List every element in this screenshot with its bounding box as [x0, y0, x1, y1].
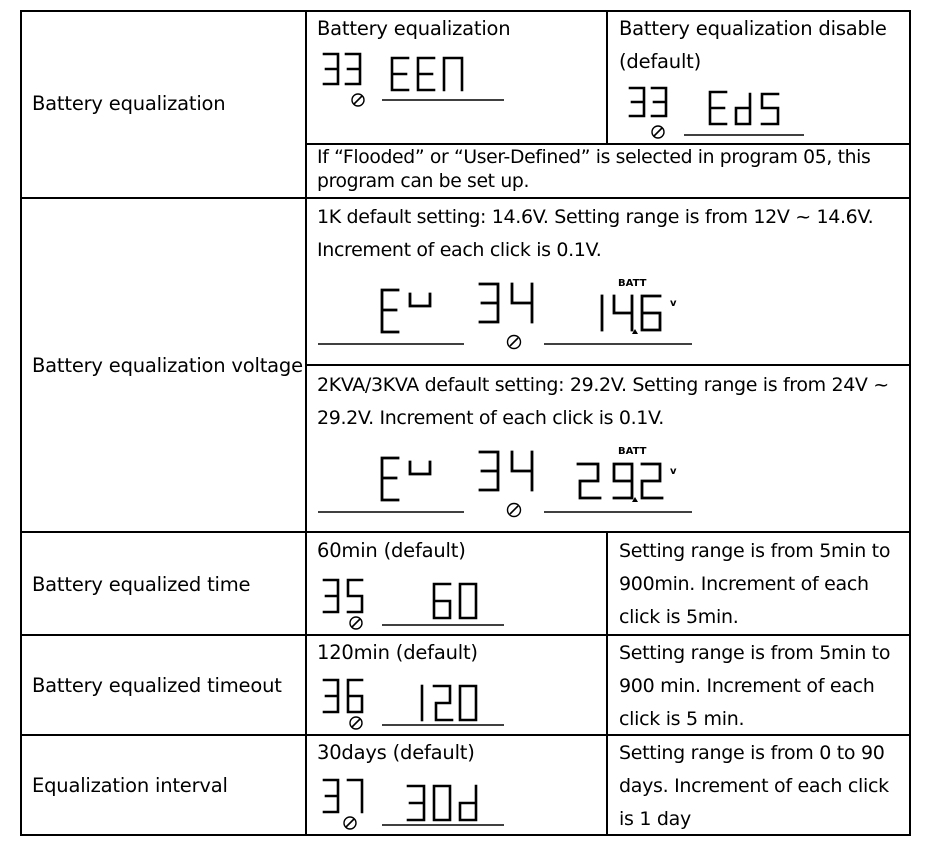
option-title-60min: 60min (default)	[317, 539, 466, 562]
desc-line: click is 5 min.	[619, 708, 745, 730]
column-divider	[606, 10, 608, 144]
row-label-equalization-interval: Equalization interval	[32, 774, 228, 797]
option-title-120min: 120min (default)	[317, 641, 478, 664]
lcd-digit-3	[480, 284, 498, 322]
lcd-char-E	[418, 58, 434, 90]
lcd-digit-4	[512, 284, 532, 322]
lcd-char-E	[710, 92, 726, 124]
lcd-char-u	[410, 462, 430, 474]
lcd-char-S	[762, 94, 778, 124]
voltage-3kva-line-1: 2KVA/3KVA default setting: 29.2V. Setting range is from 24V ~	[317, 374, 889, 396]
lcd-char-d	[736, 94, 750, 124]
lcd-display-33-eds	[622, 86, 812, 144]
wrench-icon	[508, 336, 521, 349]
column-divider	[606, 531, 608, 836]
lcd-digit-3	[652, 88, 666, 116]
lcd-digit-3	[324, 580, 338, 612]
lcd-display-37-30d	[318, 772, 508, 834]
batt-label: BATT	[618, 278, 647, 289]
lcd-digit-9	[614, 464, 632, 498]
desc-line: days. Increment of each click	[619, 775, 889, 797]
option-title-30days: 30days (default)	[317, 741, 475, 764]
volt-unit-label: v	[670, 466, 677, 477]
lcd-char-E	[382, 290, 398, 332]
volt-unit-label: v	[670, 298, 677, 309]
column-divider	[305, 10, 307, 836]
lcd-char-N	[444, 58, 462, 90]
row-divider	[20, 531, 911, 533]
row-divider	[305, 364, 911, 366]
wrench-icon	[508, 504, 521, 517]
voltage-3kva-line-2: 29.2V. Increment of each click is 0.1V.	[317, 407, 664, 429]
lcd-char-E	[382, 458, 398, 500]
lcd-digit-3	[324, 680, 338, 712]
table-border-left	[20, 10, 22, 836]
table-border-bottom	[20, 834, 911, 836]
lcd-digit-6	[434, 584, 450, 618]
table-border-right	[909, 10, 911, 836]
lcd-digit-2	[578, 464, 600, 498]
voltage-1k-line-1: 1K default setting: 14.6V. Setting range is from 12V ~ 14.6V.	[317, 206, 874, 228]
desc-line: Setting range is from 5min to	[619, 642, 891, 664]
wrench-icon	[352, 94, 364, 106]
row-label-battery-equalized-time: Battery equalized time	[32, 573, 251, 596]
voltage-1k-line-2: Increment of each click is 0.1V.	[317, 239, 602, 261]
lcd-char-u	[410, 294, 430, 306]
row-divider	[20, 634, 911, 636]
lcd-char-E	[392, 58, 408, 90]
lcd-display-34-29-2	[312, 440, 712, 524]
lcd-digit-6	[348, 680, 362, 712]
lcd-digit-4	[512, 452, 532, 490]
table-border-top	[20, 10, 911, 12]
wrench-icon	[344, 817, 356, 829]
lcd-digit-2	[642, 464, 662, 498]
wrench-icon	[652, 126, 664, 138]
lcd-digit-3	[408, 786, 424, 820]
row-divider	[20, 734, 911, 736]
row-label-battery-equalization: Battery equalization	[32, 92, 226, 115]
note-line-2: program can be set up.	[317, 171, 530, 192]
desc-line: Setting range is from 5min to	[619, 540, 891, 562]
row-label-battery-equalization-voltage: Battery equalization voltage	[32, 354, 303, 377]
option-title-enable: Battery equalization	[317, 17, 511, 40]
wrench-icon	[350, 717, 362, 729]
desc-line: 900 min. Increment of each	[619, 675, 875, 697]
lcd-display-35-60	[318, 570, 508, 632]
lcd-digit-2	[434, 686, 452, 720]
option-title-disable: Battery equalization disable	[619, 17, 887, 40]
lcd-digit-4	[614, 296, 632, 330]
desc-line: click is 5min.	[619, 606, 739, 628]
wrench-icon	[350, 617, 362, 629]
note-line-1: If “Flooded” or “User-Defined” is selected in program 05, this	[317, 147, 871, 168]
lcd-display-33-een	[318, 48, 508, 112]
lcd-digit-3	[324, 54, 338, 84]
desc-line: Setting range is from 0 to 90	[619, 742, 885, 764]
lcd-display-36-120	[318, 672, 508, 734]
lcd-display-34-14-6	[312, 272, 712, 356]
lcd-digit-7	[348, 780, 362, 812]
lcd-digit-3	[480, 452, 498, 490]
desc-line: 900min. Increment of each	[619, 573, 869, 595]
lcd-digit-3	[346, 54, 360, 84]
row-divider	[20, 197, 911, 199]
lcd-digit-5	[348, 580, 362, 612]
row-label-battery-equalized-timeout: Battery equalized timeout	[32, 674, 282, 697]
lcd-digit-3	[630, 88, 644, 116]
lcd-digit-0	[460, 584, 476, 618]
desc-line: is 1 day	[619, 808, 691, 830]
lcd-digit-3	[324, 780, 338, 812]
lcd-digit-0	[460, 686, 476, 720]
batt-label: BATT	[618, 446, 647, 457]
lcd-digit-0	[434, 786, 450, 820]
lcd-digit-6	[642, 296, 660, 330]
lcd-char-d	[460, 786, 476, 820]
option-title-default: (default)	[619, 50, 702, 73]
